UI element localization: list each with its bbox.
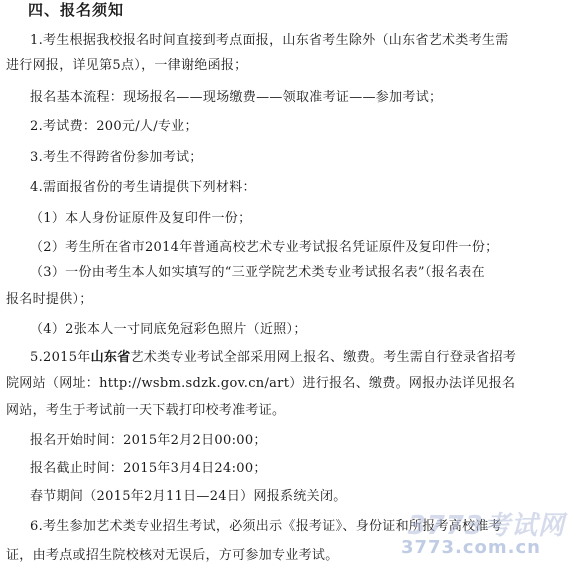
site-watermark [385,505,565,565]
paragraph-1-line-2: 进行网报，详见第5点），一律谢绝函报； [6,58,248,73]
materials-item-3-line-2: 报名时提供）； [6,292,93,307]
materials-item-1: （1）本人身份证原件及复印件一份； [30,211,252,226]
paragraph-5-line-2: 院网站（网址：http://wsbm.sdzk.gov.cn/art）进行报名、缴费。网报办法详见报名 [6,376,516,391]
paragraph-5-province: 山东省 [90,350,131,365]
registration-end-time: 报名截止时间：2015年3月4日24:00； [30,461,267,476]
paragraph-5-rest: 艺术类专业考试全部采用网上报名、缴费。考生需自行登录省招考 [130,350,517,365]
paragraph-5-line-3: 网站，考生于考试前一天下载打印校考准考证。 [6,403,286,418]
materials-item-2: （2）考生所在省市2014年普通高校艺术专业考试报名凭证原件及复印件一份； [30,240,499,255]
spring-festival-closure: 春节期间（2015年2月11日—24日）网报系统关闭。 [30,489,347,504]
materials-item-3-line-1: （3）一份由考生本人如实填写的“三亚学院艺术类专业考试报名表”（报名表在 [30,265,485,280]
paragraph-6-line-1: 6.考生参加艺术类专业招生考试，必须出示《报考证》、身份证和所报考高校准考 [30,519,503,534]
paragraph-5-line-1 [30,350,516,366]
materials-item-4: （4）2张本人一寸同底免冠彩色照片（近照）； [30,322,307,337]
paragraph-5-prefix: 5.2015年 [30,350,91,365]
section-heading: 四、报名须知 [28,1,125,19]
watermark-domain-text: 3773.com.cn [400,537,541,558]
watermark-logo-text: 3773考试网 [407,511,565,541]
paragraph-6-line-2: 证，由考点或招生院校核对无误后，方可参加专业考试。 [6,548,339,563]
paragraph-3-cross-province: 3.考生不得跨省份参加考试； [30,150,203,165]
registration-start-time: 报名开始时间：2015年2月2日00:00； [30,433,267,448]
paragraph-4-materials: 4.需面报省份的考生请提供下列材料： [30,180,256,195]
paragraph-2-fee: 2.考试费：200元/人/专业； [30,119,198,134]
paragraph-process: 报名基本流程：现场报名——现场缴费——领取准考证——参加考试； [30,90,443,105]
paragraph-1-line-1: 1.考生根据我校报名时间直接到考点面报，山东省考生除外（山东省艺术类考生需 [30,33,509,48]
